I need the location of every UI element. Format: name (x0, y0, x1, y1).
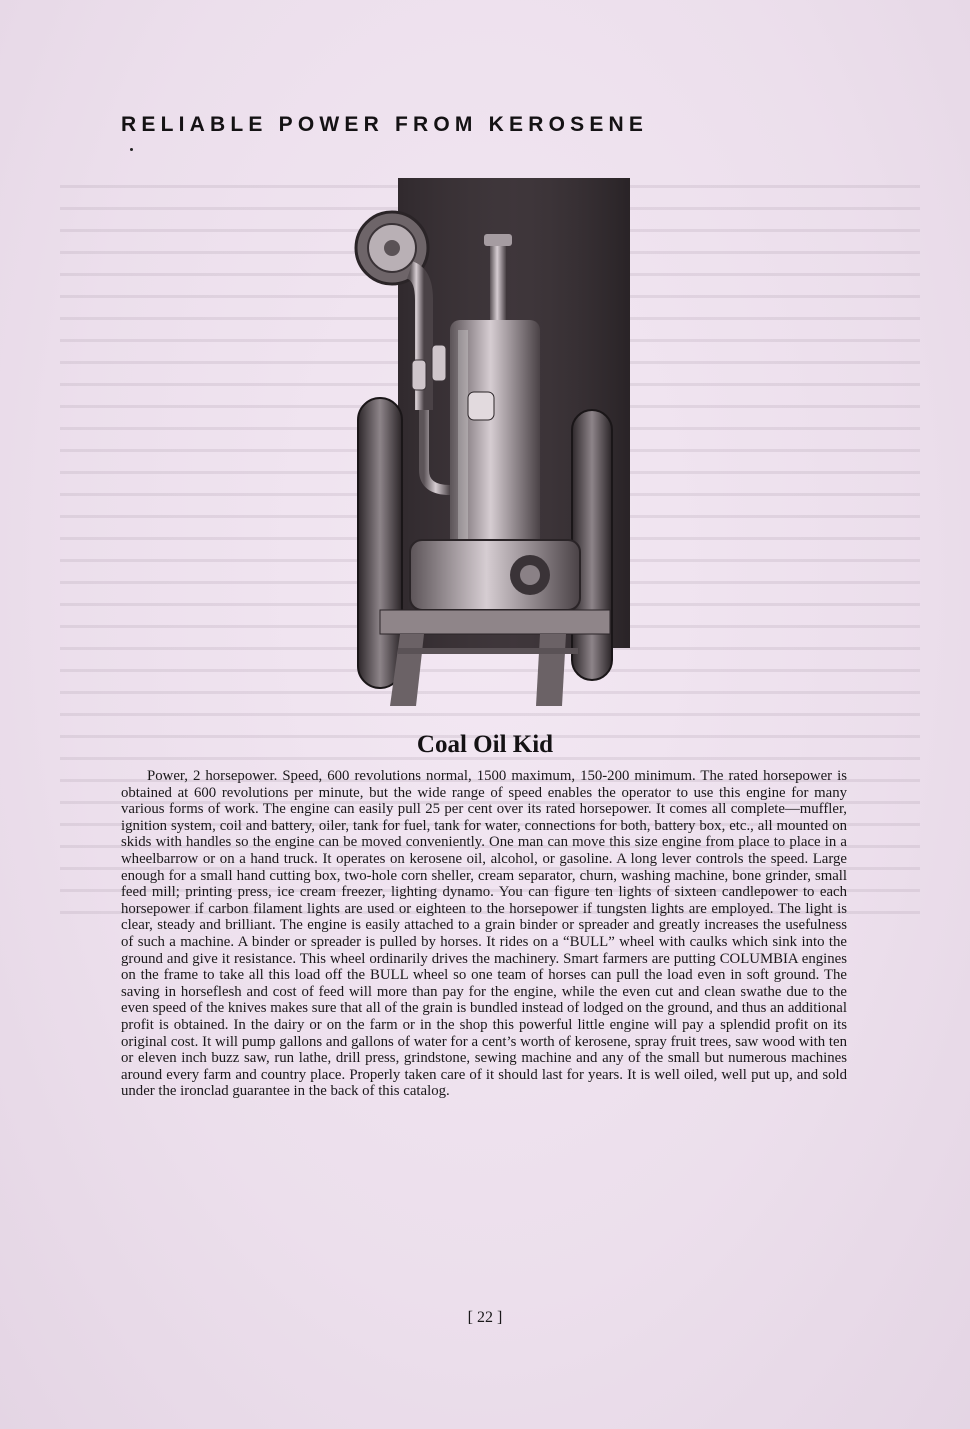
article-title: Coal Oil Kid (416, 731, 554, 758)
page-number: [ 22 ] (467, 1309, 503, 1326)
running-header: RELIABLE POWER FROM KEROSENE (121, 113, 649, 136)
print-speck (130, 148, 133, 151)
article-body: Power, 2 horsepower. Speed, 600 revolutions normal, 1500 maximum, 150-200 minimum. The rated horsepower is obtained at 600 revolutions per minute, but the wide range of speed enables the operator to use this engine for many various forms of work. The engine can easily pull 25 per cent over its rated horsepower. It comes all complete—muffler, ignition system, coil and battery, oiler, tank for fuel, tank for water, connections for both, battery box, etc., all mounted on skids with handles so the engine can be moved conveniently. One man can move this size engine from place to place in a wheelbarrow or on a hand truck. It operates on kerosene oil, alcohol, or gasoline. A long lever controls the speed. Large enough for a small hand cutting box, two-hole corn sheller, cream separator, churn, washing machine, bone grinder, small feed mill; printing press, ice cream freezer, lighting dynamo. You can figure ten lights of sixteen candlepower to each horsepower if carbon filament lights are used or eighteen to the horsepower if tungsten lights are employed. The light is clear, steady and brilliant. The engine is easily attached to a grain binder or spreader and greatly increases the usefulness of such a machine. A binder or spreader is pulled by horses. It rides on a “BULL” wheel with caulks which sink into the ground and give it resistance. This wheel ordinarily drives the machinery. Smart farmers are putting COLUMBIA engines on the frame to take all this load off the BULL wheel so one team of horses can pull the load even in soft ground. The saving in horseflesh and cost of feed will more than pay for the engine, while the even cut and clean swathe due to the even speed of the knives makes sure that all of the grain is bundled instead of lodged on the ground, and thus an additional profit is obtained. In the dairy or on the farm or in the shop this powerful little engine will pay a splendid profit on its original cost. It will pump gallons and gallons of water for a cent’s worth of kerosene, spray fruit trees, saw wood with ten or eleven inch buzz saw, run lathe, drill press, grindstone, sewing machine and any of the small but numerous machines around every farm and country place. Properly taken care of it should last for years. It is well oiled, well put up, and sold under the ironclad guarantee in the back of this catalog. (121, 768, 847, 1100)
stationary-engine-illustration-icon (340, 170, 632, 716)
